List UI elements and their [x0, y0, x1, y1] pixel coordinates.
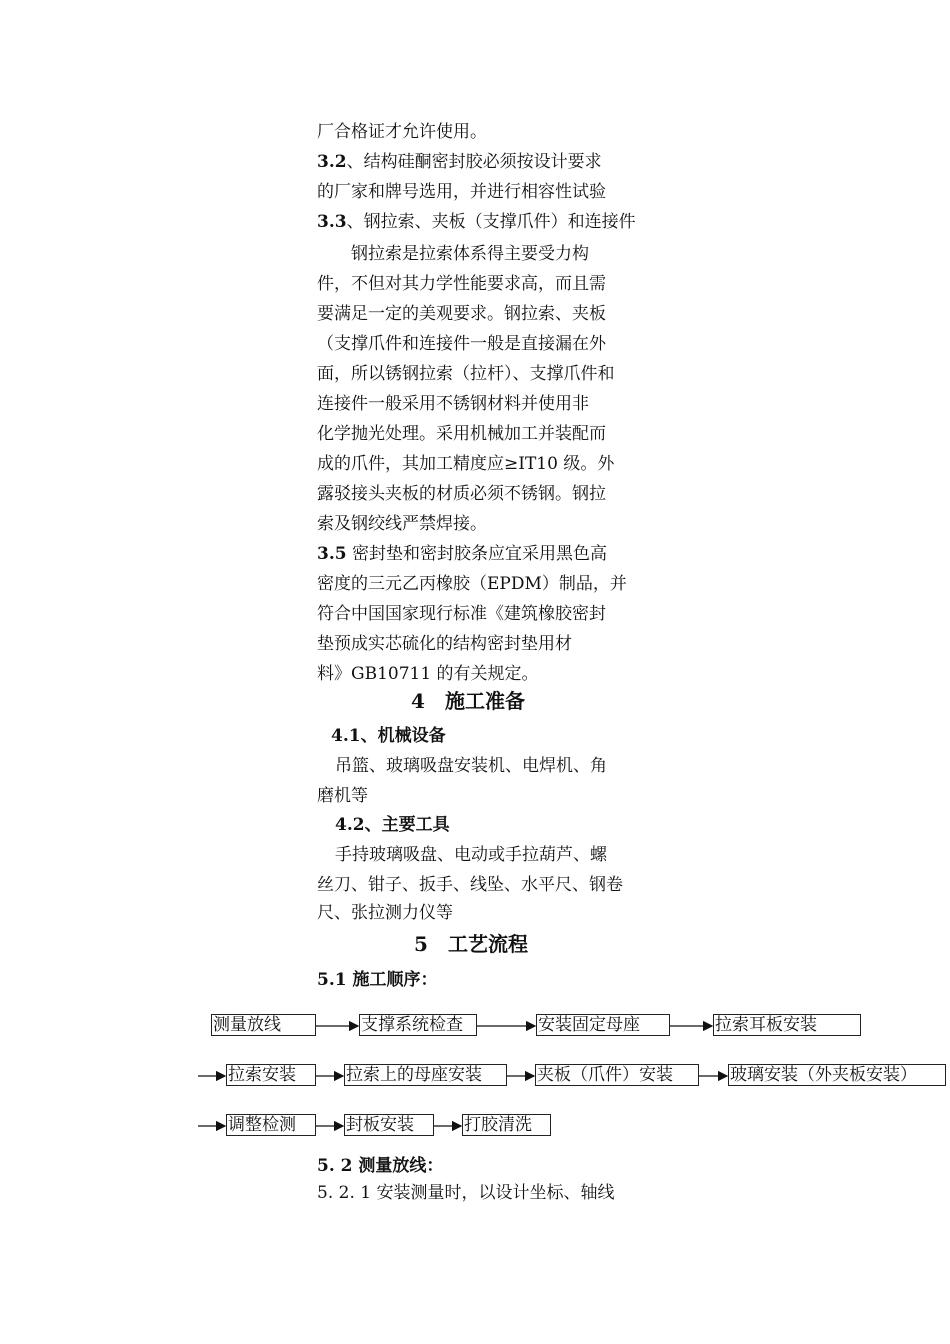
- text-line: 磨机等: [317, 786, 368, 806]
- text-line: 成的爪件，其加工精度应≥IT10 级。外: [317, 454, 615, 474]
- section-title: 施工准备: [445, 689, 525, 713]
- flow-step-box: 拉索耳板安装: [713, 1014, 861, 1036]
- text-line: 密度的三元乙丙橡胶（EPDM）制品，并: [317, 574, 627, 594]
- paragraph-3-5-line: [317, 544, 607, 564]
- text-line: 5. 2. 1 安装测量时，以设计坐标、轴线: [317, 1183, 615, 1203]
- flow-step-box: 封板安装: [344, 1114, 434, 1136]
- flow-step-box: 安装固定母座: [536, 1014, 670, 1036]
- text-line: 露驳接头夹板的材质必须不锈钢。钢拉: [317, 484, 606, 504]
- flow-step-box: 玻璃安装（外夹板安装）: [728, 1064, 946, 1086]
- section-5-heading: [414, 932, 528, 956]
- text-line: 手持玻璃吸盘、电动或手拉葫芦、螺: [335, 845, 607, 865]
- text-line: 面，所以锈钢拉索（拉杆）、支撑爪件和: [317, 364, 615, 384]
- flow-step-box: 拉索上的母座安装: [344, 1064, 507, 1086]
- section-number: 4: [411, 689, 425, 713]
- subsection-4-2-heading: 4.2、主要工具: [335, 815, 450, 835]
- text-line: （支撑爪件和连接件一般是直接漏在外: [317, 334, 606, 354]
- text-line: 连接件一般采用不锈钢材料并使用非: [317, 394, 589, 414]
- flow-step-box: 测量放线: [211, 1014, 316, 1036]
- flow-step-box: 支撑系统检查: [359, 1014, 477, 1036]
- text-line: 厂合格证才允许使用。: [317, 122, 487, 142]
- text-line: 、结构硅酮密封胶必须按设计要求: [346, 152, 602, 172]
- text-line: 、钢拉索、夹板（支撑爪件）和连接件: [346, 212, 636, 232]
- text-line: 钢拉索是拉索体系得主要受力构: [351, 244, 589, 264]
- text-line: 化学抛光处理。采用机械加工并装配而: [317, 424, 606, 444]
- subsection-5-2-heading: 5. 2 测量放线：: [317, 1156, 444, 1176]
- section-4-heading: [411, 689, 525, 713]
- text-line: 尺、张拉测力仪等: [317, 903, 453, 923]
- flow-step-box: 打胶清洗: [462, 1114, 551, 1136]
- text-line: 要满足一定的美观要求。钢拉索、夹板: [317, 304, 606, 324]
- text-line: 索及钢绞线严禁焊接。: [317, 514, 487, 534]
- text-line: 件，不但对其力学性能要求高，而且需: [317, 274, 606, 294]
- text-line: 符合中国国家现行标准《建筑橡胶密封: [317, 604, 606, 624]
- flow-step-box: 拉索安装: [226, 1064, 316, 1086]
- flow-step-box: 夹板（爪件）安装: [535, 1064, 699, 1086]
- text-line: 料》GB10711 的有关规定。: [317, 664, 539, 684]
- subsection-5-1-heading: 5.1 施工顺序：: [317, 970, 438, 990]
- section-number: 5: [414, 932, 428, 956]
- text-line: 丝刀、钳子、扳手、线坠、水平尺、钢卷: [317, 875, 623, 895]
- text-line: 的厂家和牌号选用，并进行相容性试验: [317, 182, 606, 202]
- text-line: 吊篮、玻璃吸盘安装机、电焊机、角: [335, 756, 607, 776]
- clause-number: 3.3: [317, 212, 347, 232]
- paragraph-3-3-line: [317, 212, 636, 232]
- section-title: 工艺流程: [448, 932, 528, 956]
- flow-step-box: 调整检测: [226, 1114, 316, 1136]
- paragraph-3-2-line: [317, 152, 602, 172]
- text-line: 垫预成实芯硫化的结构密封垫用材: [317, 634, 572, 654]
- clause-number: 3.5: [317, 544, 347, 564]
- clause-number: 3.2: [317, 152, 347, 172]
- text-line: 密封垫和密封胶条应宜采用黑色高: [346, 544, 607, 564]
- subsection-4-1-heading: 4.1、机械设备: [331, 726, 446, 746]
